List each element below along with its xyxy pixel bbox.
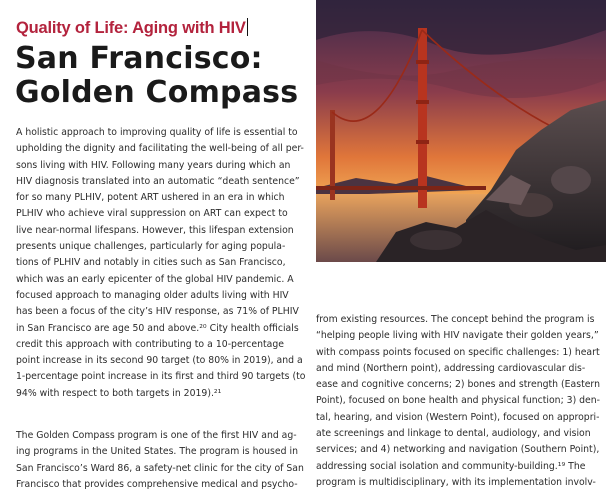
text-line: ing programs in the United States. The program is housed in — [16, 446, 298, 458]
section-kicker — [16, 18, 316, 38]
text-line: has been a focus of the city’s HIV response, as 71% of PLHIV — [16, 306, 299, 318]
body-paragraph-1 — [16, 125, 306, 402]
text-line: Francisco that provides comprehensive medical and psycho- — [16, 478, 298, 490]
text-line: ease and cognitive concerns; 2) bones and strength (Eastern — [316, 379, 600, 391]
text-line: presents unique challenges, particularly for aging popula- — [16, 241, 286, 253]
text-line: “helping people living with HIV navigate their golden years,” — [316, 330, 599, 342]
title-line-2: Golden Compass — [15, 75, 299, 110]
text-line: for so many PLHIV, potent ART ushered in an era in which — [16, 192, 285, 204]
text-line: which was an early epicenter of the global HIV pandemic. A — [16, 273, 294, 285]
body-right-column — [316, 312, 601, 491]
text-line: Point), focused on bone health and physical function; 3) den- — [316, 395, 601, 407]
text-line: 1-percentage point increase in its first and third 90 targets (to — [16, 371, 306, 383]
text-line: PLHIV who achieve viral suppression on ART can expect to — [16, 208, 288, 220]
kicker-text: Quality of Life: Aging with HIV — [16, 19, 246, 37]
text-line: tions of PLHIV and notably in cities such as San Francisco, — [16, 257, 286, 269]
text-line: services; and 4) networking and navigation (Southern Point), — [316, 444, 600, 456]
text-line: credit this approach with contributing to a 10-percentage — [16, 338, 284, 350]
body-paragraph-2 — [16, 428, 304, 493]
text-line: focused approach to managing older adults living with HIV — [16, 289, 289, 301]
text-line: sons living with HIV. Following many years during which an — [16, 159, 291, 171]
text-line: addressing social isolation and community-building.¹⁹ The — [316, 460, 586, 472]
title-line-1: San Francisco: — [15, 41, 263, 76]
text-line: The Golden Compass program is one of the first HIV and ag- — [16, 430, 297, 441]
text-line: in San Francisco are age 50 and above.²⁰ City health officials — [16, 322, 299, 334]
text-line: HIV diagnosis translated into an automatic “death sentence” — [16, 175, 300, 187]
page-title — [15, 42, 310, 110]
text-line: tal, hearing, and vision (Western Point), focused on appropri- — [316, 411, 600, 423]
text-line: San Francisco’s Ward 86, a safety-net clinic for the city of San — [16, 462, 304, 474]
text-line: and mind (Northern point), addressing cardiovascular dis- — [316, 362, 586, 374]
text-line: program is multidisciplinary, with its implementation involv- — [316, 476, 596, 488]
text-line: point increase in its second 90 target (to 80% in 2019), and a — [16, 355, 303, 367]
golden-gate-bridge-photo — [316, 0, 606, 262]
text-line: ate screenings and linkage to dental, audiology, and vision — [316, 428, 591, 440]
text-line: from existing resources. The concept behind the program is — [316, 314, 595, 325]
text-line: with compass points focused on specific challenges: 1) heart — [316, 346, 600, 358]
text-line: A holistic approach to improving quality of life is essential to — [16, 127, 298, 138]
text-line: upholding the dignity and facilitating the well-being of all per- — [16, 143, 304, 155]
text-cursor — [247, 18, 248, 36]
text-line: 94% with respect to both targets in 2019).²¹ — [16, 387, 222, 399]
text-line: live near-normal lifespans. However, this lifespan extension — [16, 224, 294, 236]
